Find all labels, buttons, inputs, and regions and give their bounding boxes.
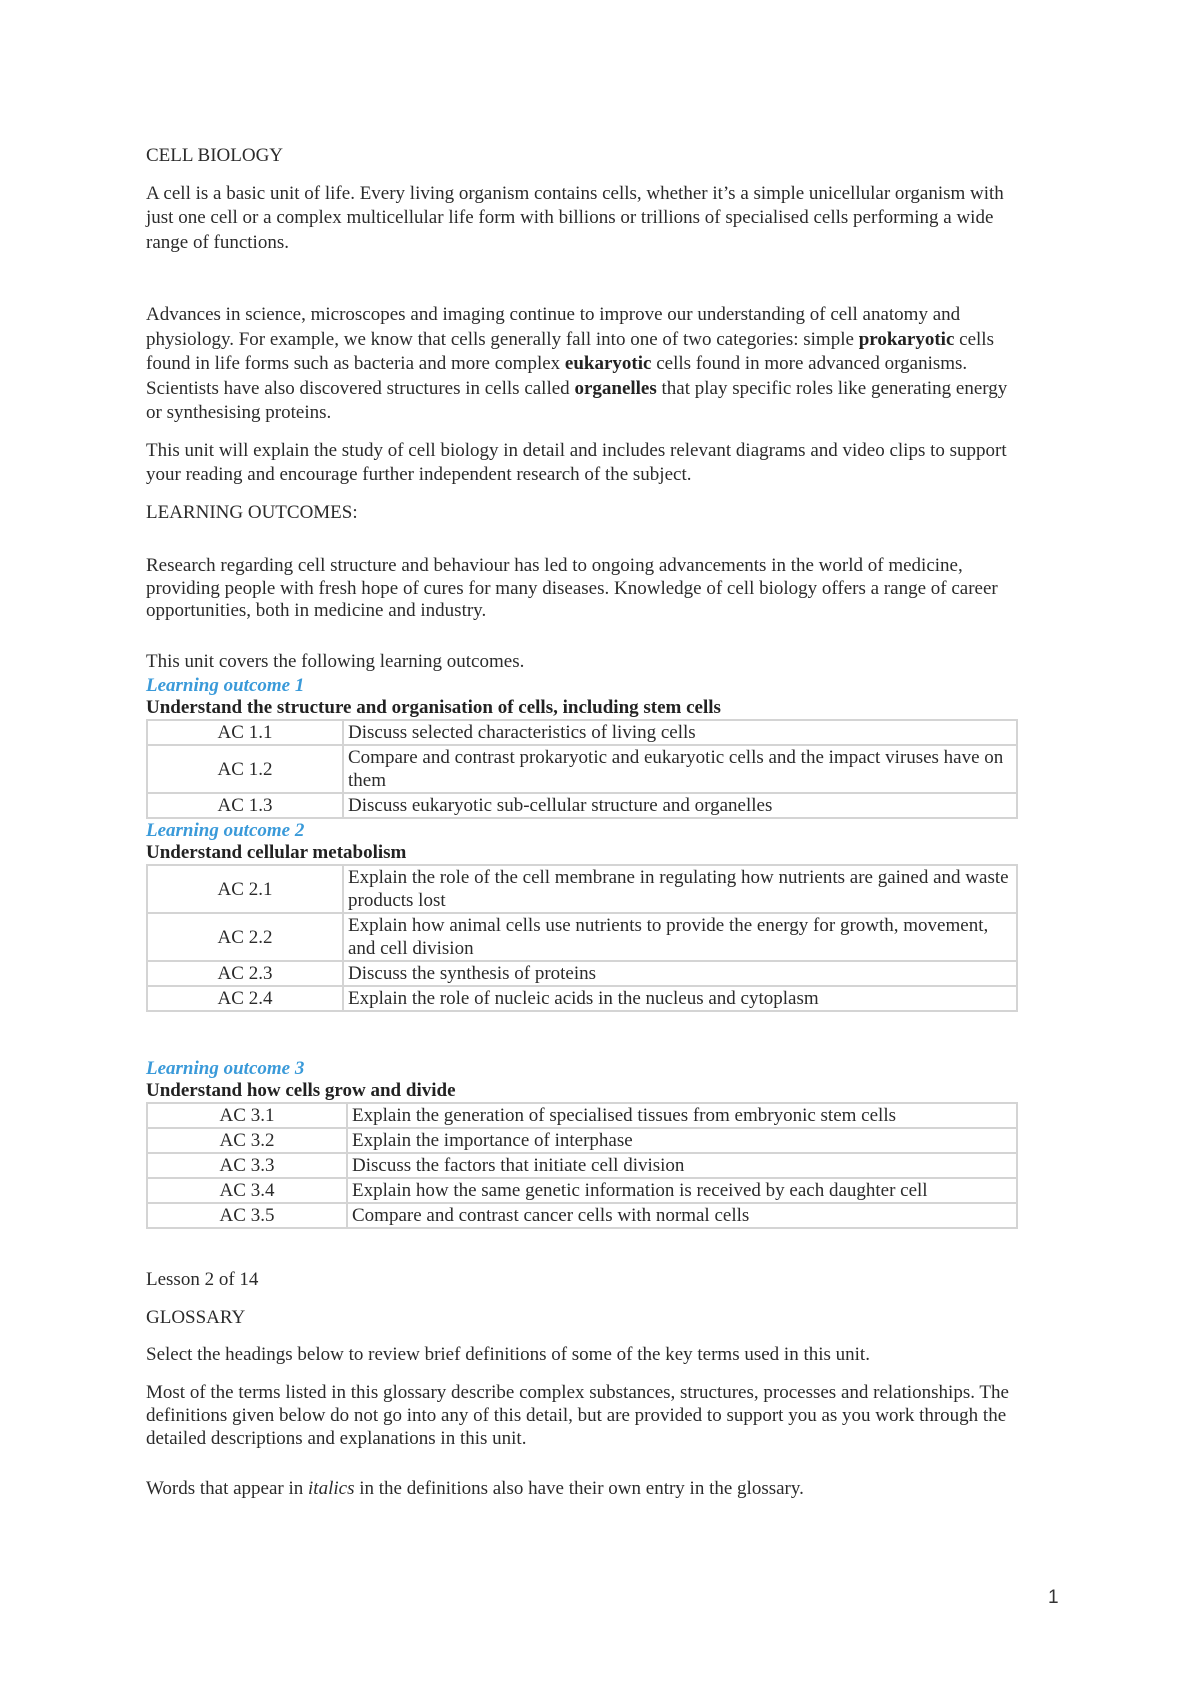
- learning-outcome-title: Understand cellular metabolism: [146, 842, 407, 863]
- document-page: [146, 144, 1018, 1501]
- ac-code: AC 1.3: [147, 793, 343, 818]
- ac-text: Explain the role of the cell membrane in regulating how nutrients are gained and waste products lost: [343, 865, 1017, 913]
- learning-outcomes-heading: LEARNING OUTCOMES:: [146, 501, 358, 523]
- table-row: [147, 865, 1017, 913]
- table-row: [147, 720, 1017, 745]
- ac-text: Compare and contrast prokaryotic and eukaryotic cells and the impact viruses have on them: [343, 745, 1017, 793]
- lesson-indicator: Lesson 2 of 14: [146, 1269, 259, 1290]
- unit-explain-paragraph: This unit will explain the study of cell biology in detail and includes relevant diagrams and video clips to support your reading and encourage further independent research of the subject.: [146, 439, 1007, 485]
- table-row: [147, 1203, 1017, 1228]
- learning-outcome-label: Learning outcome 3: [146, 1058, 305, 1079]
- learning-outcome-title: Understand how cells grow and divide: [146, 1080, 456, 1101]
- learning-outcome-2: [146, 819, 1018, 1012]
- table-row: [147, 745, 1017, 793]
- ac-text: Compare and contrast cancer cells with normal cells: [347, 1203, 1017, 1228]
- ac-text: Discuss the factors that initiate cell division: [347, 1153, 1017, 1178]
- table-row: [147, 986, 1017, 1011]
- intro-paragraph: A cell is a basic unit of life. Every living organism contains cells, whether it’s a simple unicellular organism with just one cell or a complex multicellular life form with billions or trillions of specialised cells performing a wide range of functions.: [146, 182, 1004, 253]
- ac-code: AC 2.1: [147, 865, 343, 913]
- ac-code: AC 3.5: [147, 1203, 347, 1228]
- document-title: CELL BIOLOGY: [146, 145, 284, 166]
- italics-note: Words that appear in italics in the definitions also have their own entry in the glossary.: [146, 1477, 804, 1499]
- table-row: [147, 913, 1017, 961]
- page-number: 1: [1048, 1587, 1059, 1608]
- learning-outcome-label: Learning outcome 1: [146, 675, 305, 696]
- ac-text: Explain the role of nucleic acids in the nucleus and cytoplasm: [343, 986, 1017, 1011]
- table-row: [147, 1153, 1017, 1178]
- table-row: [147, 793, 1017, 818]
- italics-word: italics: [308, 1477, 355, 1499]
- glossary-terms-paragraph: Most of the terms listed in this glossary describe complex substances, structures, processes and relationships. The definitions given below do not go into any of this detail, but are provided to support you as you work through the detailed descriptions and explanations in this unit.: [146, 1381, 1009, 1449]
- learning-outcome-3: [146, 1057, 1018, 1229]
- ac-text: Discuss the synthesis of proteins: [343, 961, 1017, 986]
- ac-code: AC 1.2: [147, 745, 343, 793]
- ac-code: AC 3.3: [147, 1153, 347, 1178]
- learning-outcome-label: Learning outcome 2: [146, 820, 305, 841]
- advances-paragraph: Advances in science, microscopes and imaging continue to improve our understanding of cell anatomy and physiology. For example, we know that cells generally fall into one of two categories: simple prokaryotic cells found in life forms such as bacteria and more complex eukaryotic cells found in more advanced organisms. Scientists have also discovered structures in cells called organelles that play specific roles like generating energy or synthesising proteins.: [146, 304, 1008, 423]
- table-row: [147, 1103, 1017, 1128]
- covers-sentence: This unit covers the following learning outcomes.: [146, 650, 525, 672]
- table-row: [147, 1128, 1017, 1153]
- ac-code: AC 2.3: [147, 961, 343, 986]
- ac-text: Explain how the same genetic information is received by each daughter cell: [347, 1178, 1017, 1203]
- ac-text: Explain the generation of specialised tissues from embryonic stem cells: [347, 1103, 1017, 1128]
- ac-code: AC 3.2: [147, 1128, 347, 1153]
- learning-outcome-1: [146, 674, 1018, 819]
- term-organelles: organelles: [574, 377, 657, 399]
- table-row: [147, 1178, 1017, 1203]
- ac-text: Explain how animal cells use nutrients to provide the energy for growth, movement, and cell division: [343, 913, 1017, 961]
- research-paragraph: Research regarding cell structure and behaviour has led to ongoing advancements in the world of medicine, providing people with fresh hope of cures for many diseases. Knowledge of cell biology offers a range of career opportunities, both in medicine and industry.: [146, 555, 998, 621]
- glossary-heading: GLOSSARY: [146, 1306, 246, 1328]
- ac-table-3: [146, 1102, 1018, 1229]
- term-eukaryotic: eukaryotic: [564, 353, 652, 374]
- term-prokaryotic: prokaryotic: [858, 328, 955, 350]
- ac-text: Explain the importance of interphase: [347, 1128, 1017, 1153]
- ac-code: AC 3.1: [147, 1103, 347, 1128]
- ac-code: AC 2.4: [147, 986, 343, 1011]
- ac-code: AC 2.2: [147, 913, 343, 961]
- ac-text: Discuss eukaryotic sub-cellular structure and organelles: [343, 793, 1017, 818]
- table-row: [147, 961, 1017, 986]
- ac-table-2: [146, 864, 1018, 1012]
- ac-text: Discuss selected characteristics of living cells: [343, 720, 1017, 745]
- glossary-select-sentence: Select the headings below to review brief definitions of some of the key terms used in this unit.: [146, 1344, 870, 1365]
- learning-outcome-title: Understand the structure and organisation of cells, including stem cells: [146, 697, 721, 718]
- ac-code: AC 1.1: [147, 720, 343, 745]
- ac-table-1: [146, 719, 1018, 819]
- ac-code: AC 3.4: [147, 1178, 347, 1203]
